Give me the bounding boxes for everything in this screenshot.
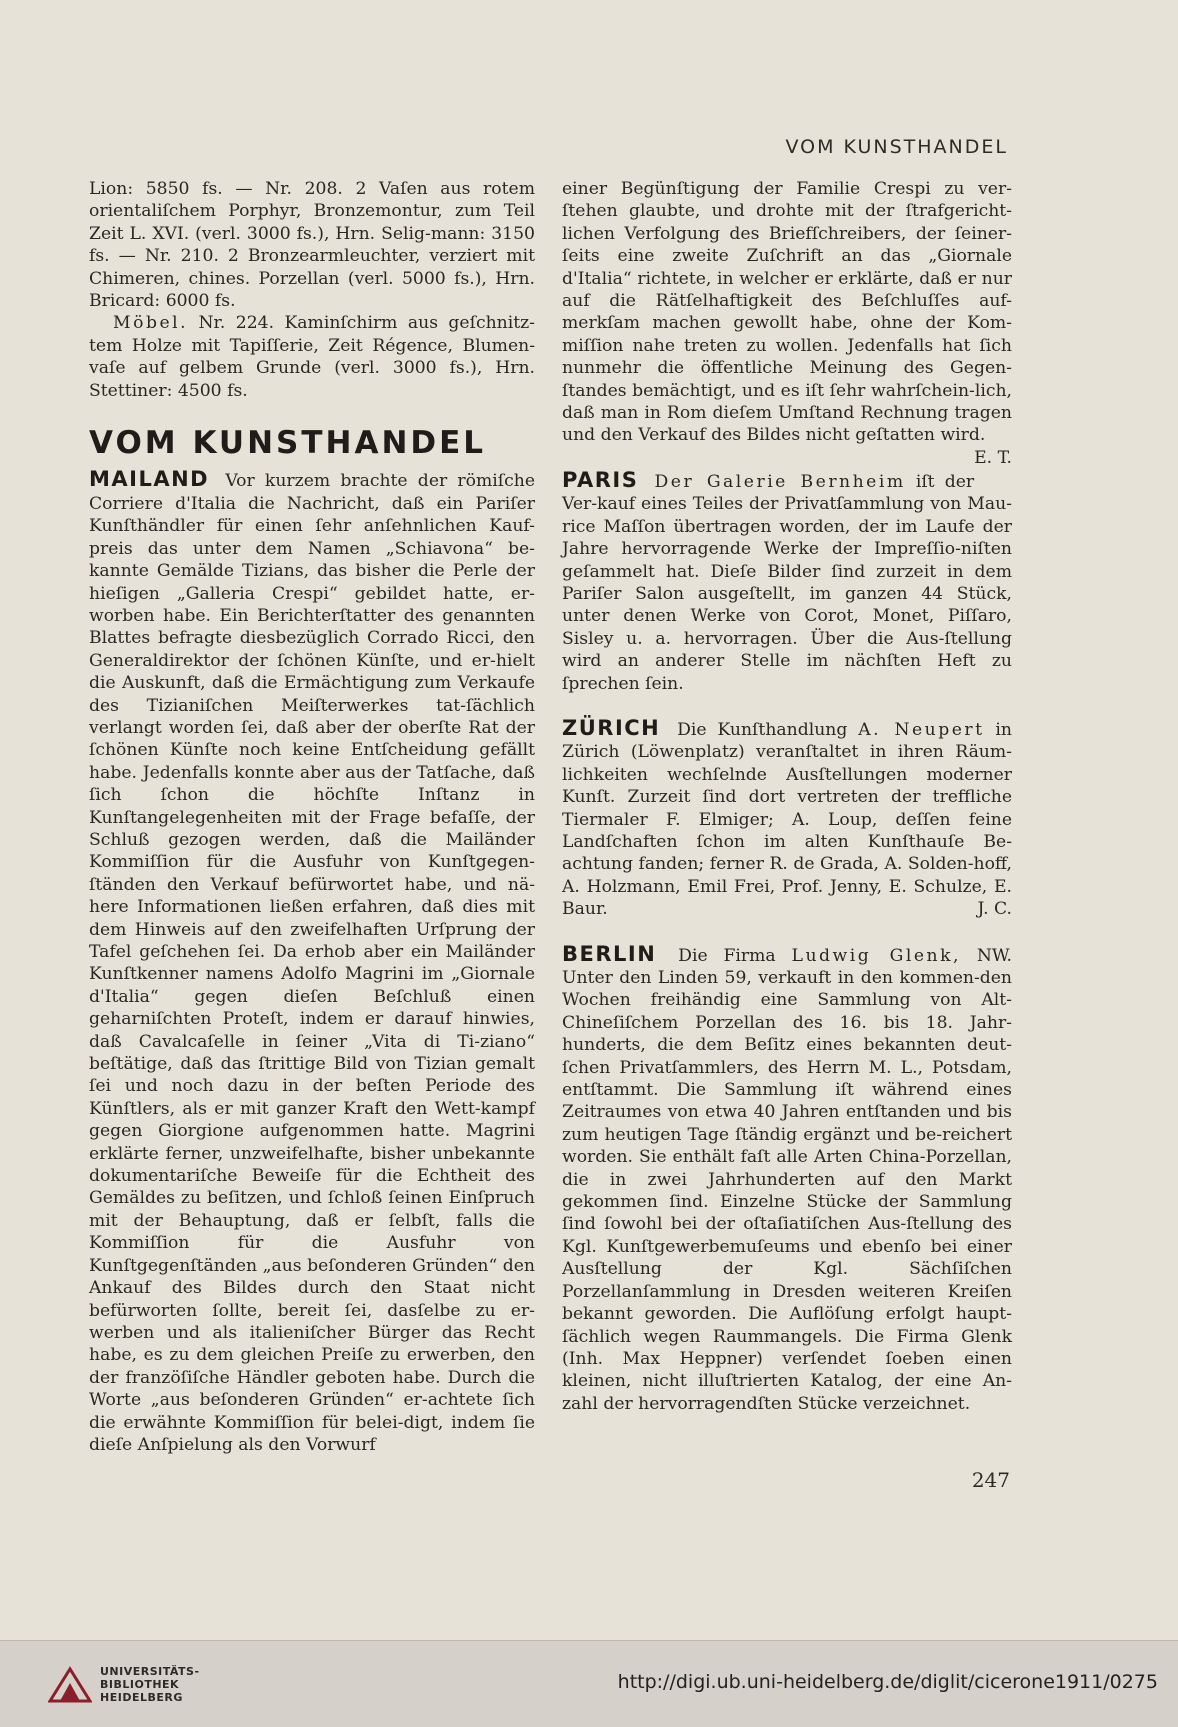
city-heading-berlin: BERLIN xyxy=(562,941,657,966)
spacer xyxy=(562,695,1012,717)
library-name-line: BIBLIOTHEK xyxy=(100,1678,180,1691)
library-logo-icon xyxy=(48,1665,92,1703)
library-name xyxy=(100,1665,200,1704)
city-heading-mailand: MAILAND xyxy=(89,467,210,492)
mailand-continued-text: einer Begünſtigung der Familie Crespi zu ver-ſtehen glaubte, und drohte mit der ſtrafgericht-lichen Verfolgung des Briefſchreibers, der ſeiner-ſeits eine zweite Zuſchrift an das „Giornale d'Italia“ richtete, in welcher er erklärte, daß er nur auf die Rätſelhaftigkeit des Beſchluſſes auf-merkſam machen gewollt habe, ohne der Kom-miſſion nahe treten zu wollen. Jedenfalls hat ſich nunmehr die öffentliche Meinung des Gegen-ſtandes bemächtigt, und es iſt ſehr wahrſchein-lich, daß man in Rom dieſem Umſtand Rechnung tragen und den Verkauf des Bildes nicht geſtatten wird. xyxy=(562,179,1012,446)
paris-lead: Der Galerie Bernheim xyxy=(654,471,906,492)
zuerich-paragraph xyxy=(562,717,1012,921)
left-column xyxy=(89,178,535,1456)
zuerich-text: in Zürich (Löwenplatz) veranſtaltet in ihren Räum-lichkeiten wechſelnde Ausſtellungen moderner Kunſt. Zurzeit ſind dort vertreten der treffliche Tiermaler F. Elmiger; A. Loup, deſſen feine Landſchaften ſchon im alten Kunſthauſe Be-achtung fanden; ferner R. de Grada, A. Solden-hoff, A. Holzmann, Emil Frei, Prof. Jenny, E. Schulze, E. Baur. xyxy=(562,719,1012,920)
paris-paragraph xyxy=(562,469,1012,695)
zuerich-lead: Die Kunſthandlung xyxy=(677,719,848,740)
mailand-signature: E. T. xyxy=(974,447,1012,468)
berlin-text: NW. Unter den Linden 59, verkauft in den kommen-den Wochen freihändig eine Sammlung von Alt-Chineſiſchem Porzellan des 16. bis 18. Jahr-hunderts, die dem Beſitz eines bekannten deut-ſchen Privatſammlers, des Herrn M. L., Potsdam, entſtammt. Die Sammlung iſt während eines Zeitraumes von etwa 40 Jahren entſtanden und bis zum heutigen Tage ſtändig ergänzt und be-reichert worden. Sie enthält faſt alle Arten China-Porzellan, die in zwei Jahrhunderten auf den Markt gekommen ſind. Einzelne Stücke der Sammlung ſind ſowohl bei der oſtaſiatiſchen Aus-ſtellung des Kgl. Kunſtgewerbemuſeums und ebenſo bei einer Ausſtellung der Kgl. Sächſiſchen Porzellanſammlung in Dresden weiteren Kreiſen bekannt geworden. Die Auflöſung erfolgt haupt-ſächlich wegen Raummangels. Die Firma Glenk (Inh. Max Heppner) verſendet ſoeben einen kleinen, nicht illuſtrierten Katalog, der eine An-zahl der hervorragendſten Stücke verzeichnet. xyxy=(562,945,1012,1414)
city-heading-paris: PARIS xyxy=(562,467,639,492)
page-number: 247 xyxy=(971,1468,1010,1492)
zuerich-signature: J. C. xyxy=(977,899,1012,920)
paris-text: iſt der Ver-kauf eines Teiles der Privatſammlung von Mau-rice Maſſon übertragen worden, der im Laufe der Jahre hervorragende Werke der Impreſſio-niſten geſammelt hat. Dieſe Bilder ſind zurzeit in dem Pariſer Salon ausgeſtellt, im ganzen 44 Stück, unter denen Werke von Corot, Monet, Piſſaro, Sisley u. a. hervorragen. Über die Aus-ſtellung wird an anderer Stelle im nächſten Heft zu ſprechen ſein. xyxy=(562,471,1012,694)
berlin-paragraph xyxy=(562,943,1012,1416)
spacer xyxy=(562,921,1012,943)
zuerich-name: A. Neupert xyxy=(858,719,985,740)
city-heading-zuerich: ZÜRICH xyxy=(562,715,661,740)
section-title: VOM KUNSTHANDEL xyxy=(89,425,487,462)
library-name-line: HEIDELBERG xyxy=(100,1691,183,1704)
running-head: VOM KUNSTHANDEL xyxy=(785,136,1008,158)
berlin-lead: Die Firma xyxy=(678,945,776,966)
mailand-continued-paragraph xyxy=(562,178,1012,468)
source-url-link[interactable]: http://digi.ub.uni-heidelberg.de/diglit/cicerone1911/0275 xyxy=(617,1671,1158,1693)
moebel-label: Möbel. xyxy=(113,313,189,334)
library-name-line: UNIVERSITÄTS- xyxy=(100,1665,200,1678)
right-column xyxy=(562,178,1012,1415)
footer-bar xyxy=(0,1640,1178,1727)
mailand-text: Vor kurzem brachte der römiſche Corriere d'Italia die Nachricht, daß ein Pariſer Kunſthändler für einen ſehr anſehnlichen Kauf-preis das unter dem Namen „Schiavona“ be-kannte Gemälde Tizians, das bisher die Perle der hieſigen „Galleria Crespi“ gebildet hatte, er-worben habe. Ein Berichterſtatter des genannten Blattes befragte diesbezüglich Corrado Ricci, den Generaldirektor der ſchönen Künſte, und er-hielt die Auskunft, daß die Ermächtigung zum Verkaufe des Tizianiſchen Meiſterwerkes tat-ſächlich verlangt worden ſei, daß aber der oberſte Rat der ſchönen Künſte noch keine Entſcheidung gefällt habe. Jedenfalls konnte aber aus der Tatſache, daß ſich ſchon die höchſte Inſtanz in Kunſtangelegenheiten mit der Frage befaſſe, der Schluß gezogen werden, daß die Mailänder Kommiſſion für die Ausfuhr von Kunſtgegen-ſtänden den Verkauf befürwortet habe, und nä-here Informationen ließen erfahren, daß dies mit dem Hinweis auf den zweifelhaften Urſprung der Tafel geſchehen ſei. Da erhob aber ein Mailänder Kunſtkenner namens Adolfo Magrini im „Giornale d'Italia“ gegen dieſen Beſchluß einen geharniſchten Proteſt, indem er darauf hinwies, daß Cavalcaſelle in ſeiner „Vita di Ti-ziano“ beſtätige, daß das ſtrittige Bild von Tizian gemalt ſei und noch dazu in der beſten Periode des Künſtlers, als er mit ganzer Kraft den Wett-kampf gegen Giorgione aufgenommen hatte. Magrini erklärte ferner, unzweifelhafte, bisher unbekannte dokumentariſche Beweiſe für die Echtheit des Gemäldes zu beſitzen, und ſchloß ſeinen Einſpruch mit der Behauptung, daß er ſelbſt, falls die Kommiſſion für die Ausfuhr von Kunſtgegenſtänden „aus beſonderen Gründen“ den Ankauf des Bildes durch den Staat nicht befürworten ſollte, bereit ſei, dasſelbe zu er-werben und als italieniſcher Bürger das Recht habe, es zu dem gleichen Preiſe zu erwerben, den der franzöſiſche Händler geboten habe. Durch die Worte „aus beſonderen Gründen“ er-achtete ſich die erwähnte Kommiſſion für belei-digt, indem ſie dieſe Anſpielung als den Vorwurf xyxy=(89,471,535,1455)
moebel-paragraph xyxy=(89,312,535,402)
auction-lot-paragraph: Lion: 5850 fs. — Nr. 208. 2 Vaſen aus rotem orientaliſchem Porphyr, Bronzemontur, zum Teil Zeit L. XVI. (verl. 3000 fs.), Hrn. Selig-mann: 3150 fs. — Nr. 210. 2 Bronzearmleuchter, verziert mit Chimeren, chines. Porzellan (verl. 5000 fs.), Hrn. Bricard: 6000 fs. xyxy=(89,179,535,312)
berlin-name: Ludwig Glenk, xyxy=(791,945,961,966)
mailand-paragraph xyxy=(89,468,535,1456)
moebel-text: Nr. 224. Kaminſchirm aus geſchnitz-tem Holze mit Tapiſſerie, Zeit Régence, Blumen-vaſe auf gelbem Grunde (verl. 3000 fs.), Hrn. Stettiner: 4500 fs. xyxy=(89,313,535,401)
spacer xyxy=(562,447,1012,469)
